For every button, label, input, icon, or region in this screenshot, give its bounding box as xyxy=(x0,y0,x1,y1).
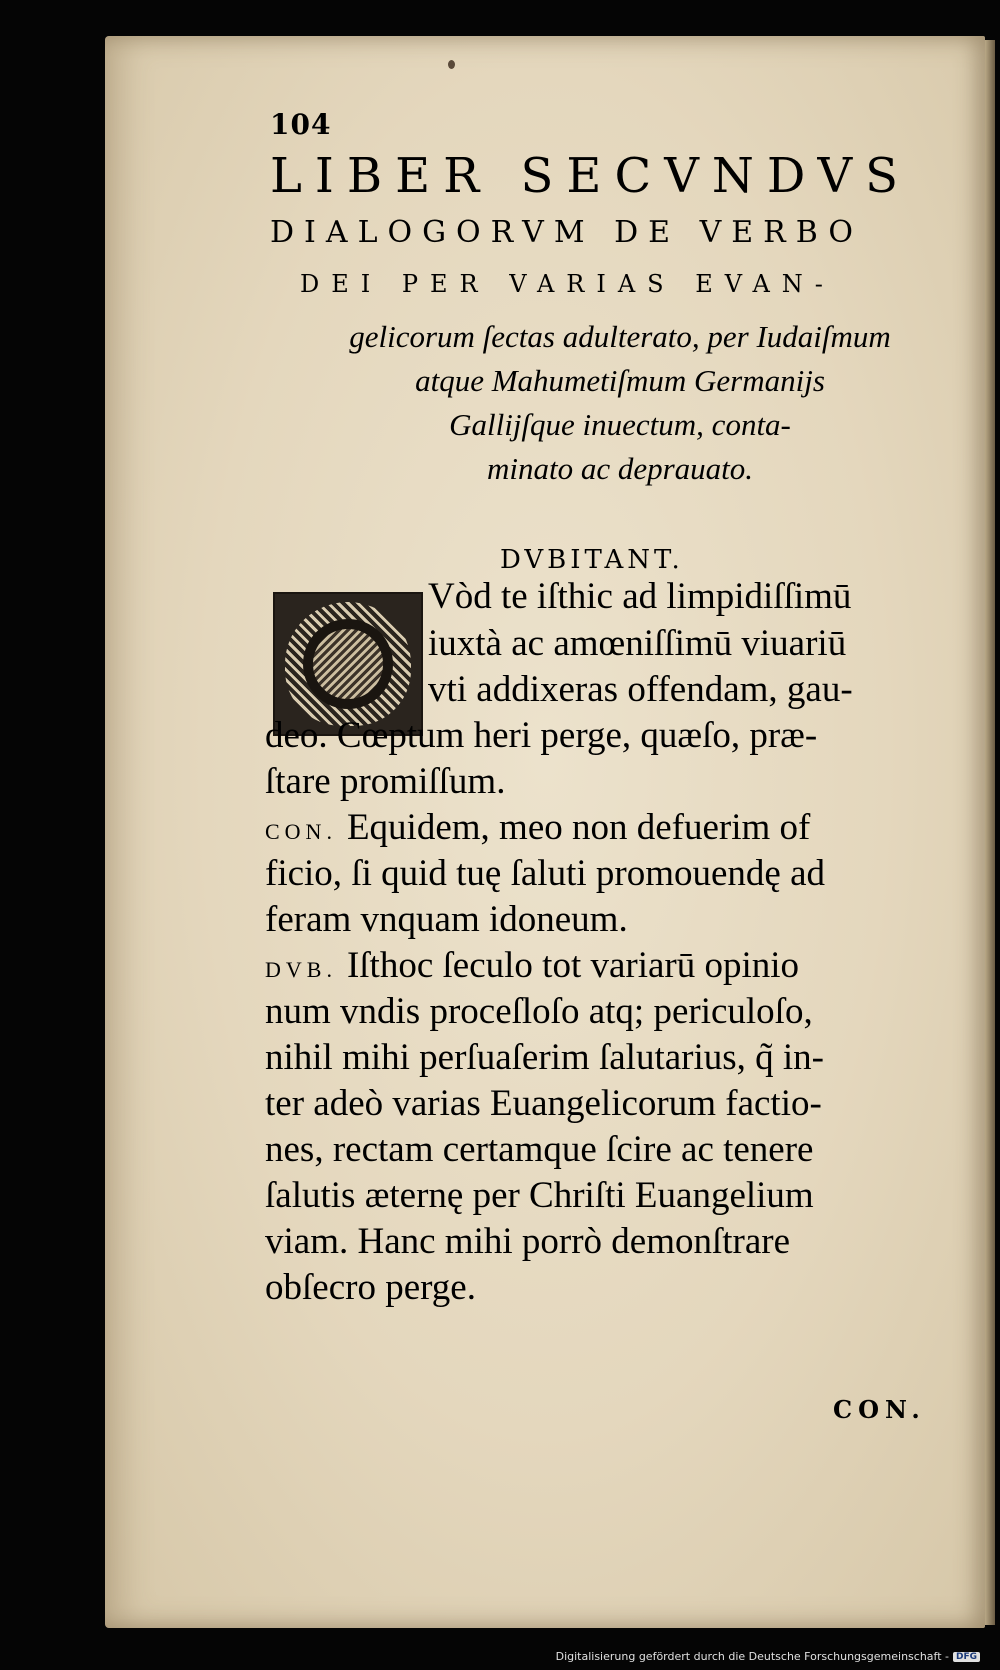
page-number: 104 xyxy=(270,108,332,141)
body-line xyxy=(265,852,825,895)
line-text: Vòd te iſthic ad limpidiſſimū xyxy=(428,576,852,617)
body-line xyxy=(265,1082,822,1125)
line-text: obſecro perge. xyxy=(265,1267,476,1308)
body-line xyxy=(428,668,853,711)
body-line xyxy=(265,898,628,941)
body-line xyxy=(265,760,505,803)
title-line-2: DIALOGORVM DE VERBO xyxy=(270,215,863,250)
line-text: deo. Cœptum heri perge, quæſo, præ- xyxy=(265,715,818,756)
subtitle-block xyxy=(300,315,940,491)
initial-letter-shape xyxy=(303,619,393,709)
subtitle-line-4: minato ac deprauato. xyxy=(486,451,754,486)
line-text: Iſthoc ſeculo tot variarū opinio xyxy=(346,945,800,986)
line-text: feram vnquam idoneum. xyxy=(265,899,628,940)
dfg-logo: DFG xyxy=(953,1652,980,1662)
body-line xyxy=(428,622,846,665)
body-line xyxy=(428,575,851,618)
title-line-3: DEI PER VARIAS EVAN- xyxy=(300,270,835,298)
line-text: ſtare promiſſum. xyxy=(265,761,506,802)
speaker-label: CON. xyxy=(265,819,337,844)
body-line xyxy=(265,714,817,757)
body-line xyxy=(265,1266,476,1309)
line-text: ficio, ſi quid tuę ſaluti promouendę ad xyxy=(265,853,826,894)
line-text: vti addixeras offendam, gau- xyxy=(428,669,853,710)
subtitle-line-3: Gallijſque inuectum, conta- xyxy=(449,407,791,442)
speaker-label: DVB. xyxy=(265,957,337,982)
line-text: viam. Hanc mihi porrò demonſtrare xyxy=(265,1221,791,1262)
body-line xyxy=(265,1174,814,1217)
body-line xyxy=(265,944,799,987)
body-line xyxy=(265,1220,790,1263)
body-line xyxy=(265,1036,824,1079)
line-text: num vndis proceſloſo atq; periculoſo, xyxy=(265,991,813,1032)
line-text: ſalutis æternę per Chriſti Euangelium xyxy=(265,1175,814,1216)
title-line-1: LIBER SECVNDVS xyxy=(270,148,912,204)
body-line xyxy=(265,806,810,849)
initial-ornament xyxy=(285,602,411,726)
body-line xyxy=(265,1128,813,1171)
speaker-heading: DVBITANT. xyxy=(500,545,684,575)
line-text: Equidem, meo non defuerim of xyxy=(346,807,811,848)
page-edge xyxy=(985,40,995,1625)
ink-dot xyxy=(448,60,455,69)
line-text: nihil mihi perſuaſerim ſalutarius, q̃ in- xyxy=(265,1037,824,1078)
subtitle-line-2: atque Mahumetiſmum Germanijs xyxy=(415,363,825,398)
line-text: iuxtà ac amœniſſimū viuariū xyxy=(428,623,847,664)
footer xyxy=(556,1650,980,1663)
catchword: CON. xyxy=(833,1395,926,1424)
line-text: ter adeò varias Euangelicorum factio- xyxy=(265,1083,822,1124)
line-text: nes, rectam certamque ſcire ac tenere xyxy=(265,1129,814,1170)
body-line xyxy=(265,990,813,1033)
footer-text: Digitalisierung gefördert durch die Deutsche Forschungsgemeinschaft - xyxy=(555,1650,949,1663)
subtitle-line-1: gelicorum ſectas adulterato, per Iudaiſmum xyxy=(349,319,891,354)
